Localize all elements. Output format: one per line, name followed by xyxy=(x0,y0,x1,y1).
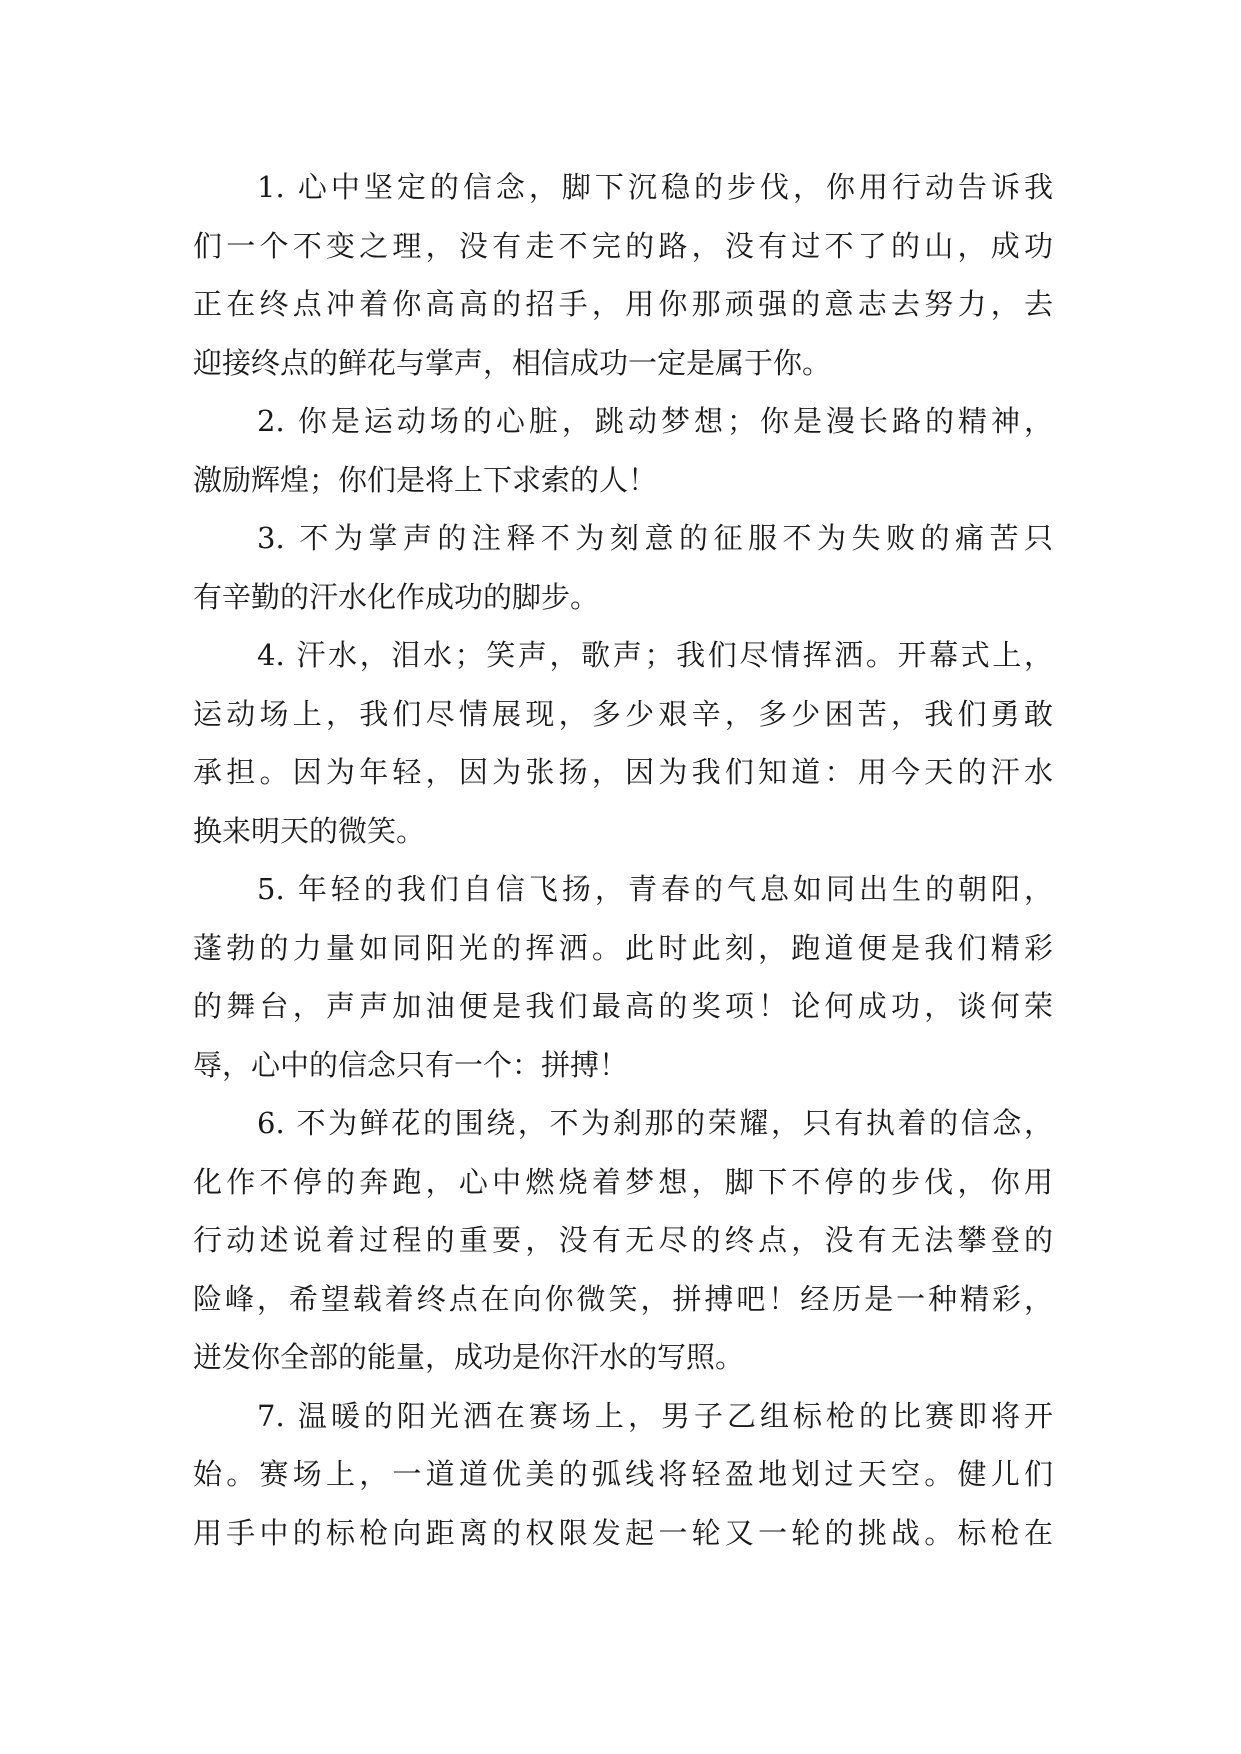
document-body xyxy=(193,158,1053,1562)
paragraph-line: 用手中的标枪向距离的权限发起一轮又一轮的挑战。标枪在 xyxy=(193,1515,1053,1550)
paragraph-2 xyxy=(193,392,1053,509)
paragraph-line: 运动场上，我们尽情展现，多少艰辛，多少困苦，我们勇敢 xyxy=(193,696,1053,731)
paragraph-line: 化作不停的奔跑，心中燃烧着梦想，脚下不停的步伐，你用 xyxy=(193,1164,1053,1199)
paragraph-6 xyxy=(193,1094,1053,1387)
paragraph-5 xyxy=(193,860,1053,1094)
paragraph-1 xyxy=(193,158,1053,392)
paragraph-line: 2. 你是运动场的心脏，跳动梦想；你是漫长路的精神， xyxy=(257,404,1053,438)
paragraph-7 xyxy=(193,1387,1053,1563)
paragraph-line: 7. 温暖的阳光洒在赛场上，男子乙组标枪的比赛即将开 xyxy=(257,1398,1053,1433)
paragraph-line: 1. 心中坚定的信念，脚下沉稳的步伐，你用行动告诉我 xyxy=(257,170,1053,204)
paragraph-line: 行动述说着过程的重要，没有无尽的终点，没有无法攀登的 xyxy=(193,1223,1053,1257)
paragraph-line: 3. 不为掌声的注释不为刻意的征服不为失败的痛苦只 xyxy=(257,521,1053,555)
paragraph-line: 迸发你全部的能量，成功是你汗水的写照。 xyxy=(193,1340,745,1374)
paragraph-line: 们一个不变之理，没有走不完的路，没有过不了的山，成功 xyxy=(193,228,1053,263)
paragraph-line: 险峰，希望载着终点在向你微笑，拼搏吧！经历是一种精彩， xyxy=(193,1281,1053,1316)
paragraph-line: 6. 不为鲜花的围绕，不为刹那的荣耀，只有执着的信念， xyxy=(257,1106,1053,1140)
paragraph-line: 换来明天的微笑。 xyxy=(193,813,426,848)
paragraph-line: 蓬勃的力量如同阳光的挥洒。此时此刻，跑道便是我们精彩 xyxy=(193,930,1053,965)
paragraph-line: 始。赛场上，一道道优美的弧线将轻盈地划过天空。健儿们 xyxy=(193,1457,1053,1491)
paragraph-line: 正在终点冲着你高高的招手，用你那顽强的意志去努力，去 xyxy=(193,287,1053,321)
paragraph-line: 迎接终点的鲜花与掌声，相信成功一定是属于你。 xyxy=(193,345,832,380)
paragraph-line: 4. 汗水，泪水；笑声，歌声；我们尽情挥洒。开幕式上， xyxy=(257,638,1053,672)
paragraph-line: 有辛勤的汗水化作成功的脚步。 xyxy=(193,579,600,614)
paragraph-4 xyxy=(193,626,1053,860)
paragraph-line: 5. 年轻的我们自信飞扬，青春的气息如同出生的朝阳， xyxy=(257,872,1053,906)
paragraph-line: 承担。因为年轻，因为张扬，因为我们知道：用今天的汗水 xyxy=(193,755,1053,789)
paragraph-3 xyxy=(193,509,1053,626)
paragraph-line: 辱，心中的信念只有一个：拼搏！ xyxy=(193,1047,629,1082)
paragraph-line: 的舞台，声声加油便是我们最高的奖项！论何成功，谈何荣 xyxy=(193,989,1053,1023)
paragraph-line: 激励辉煌；你们是将上下求索的人！ xyxy=(193,462,658,497)
